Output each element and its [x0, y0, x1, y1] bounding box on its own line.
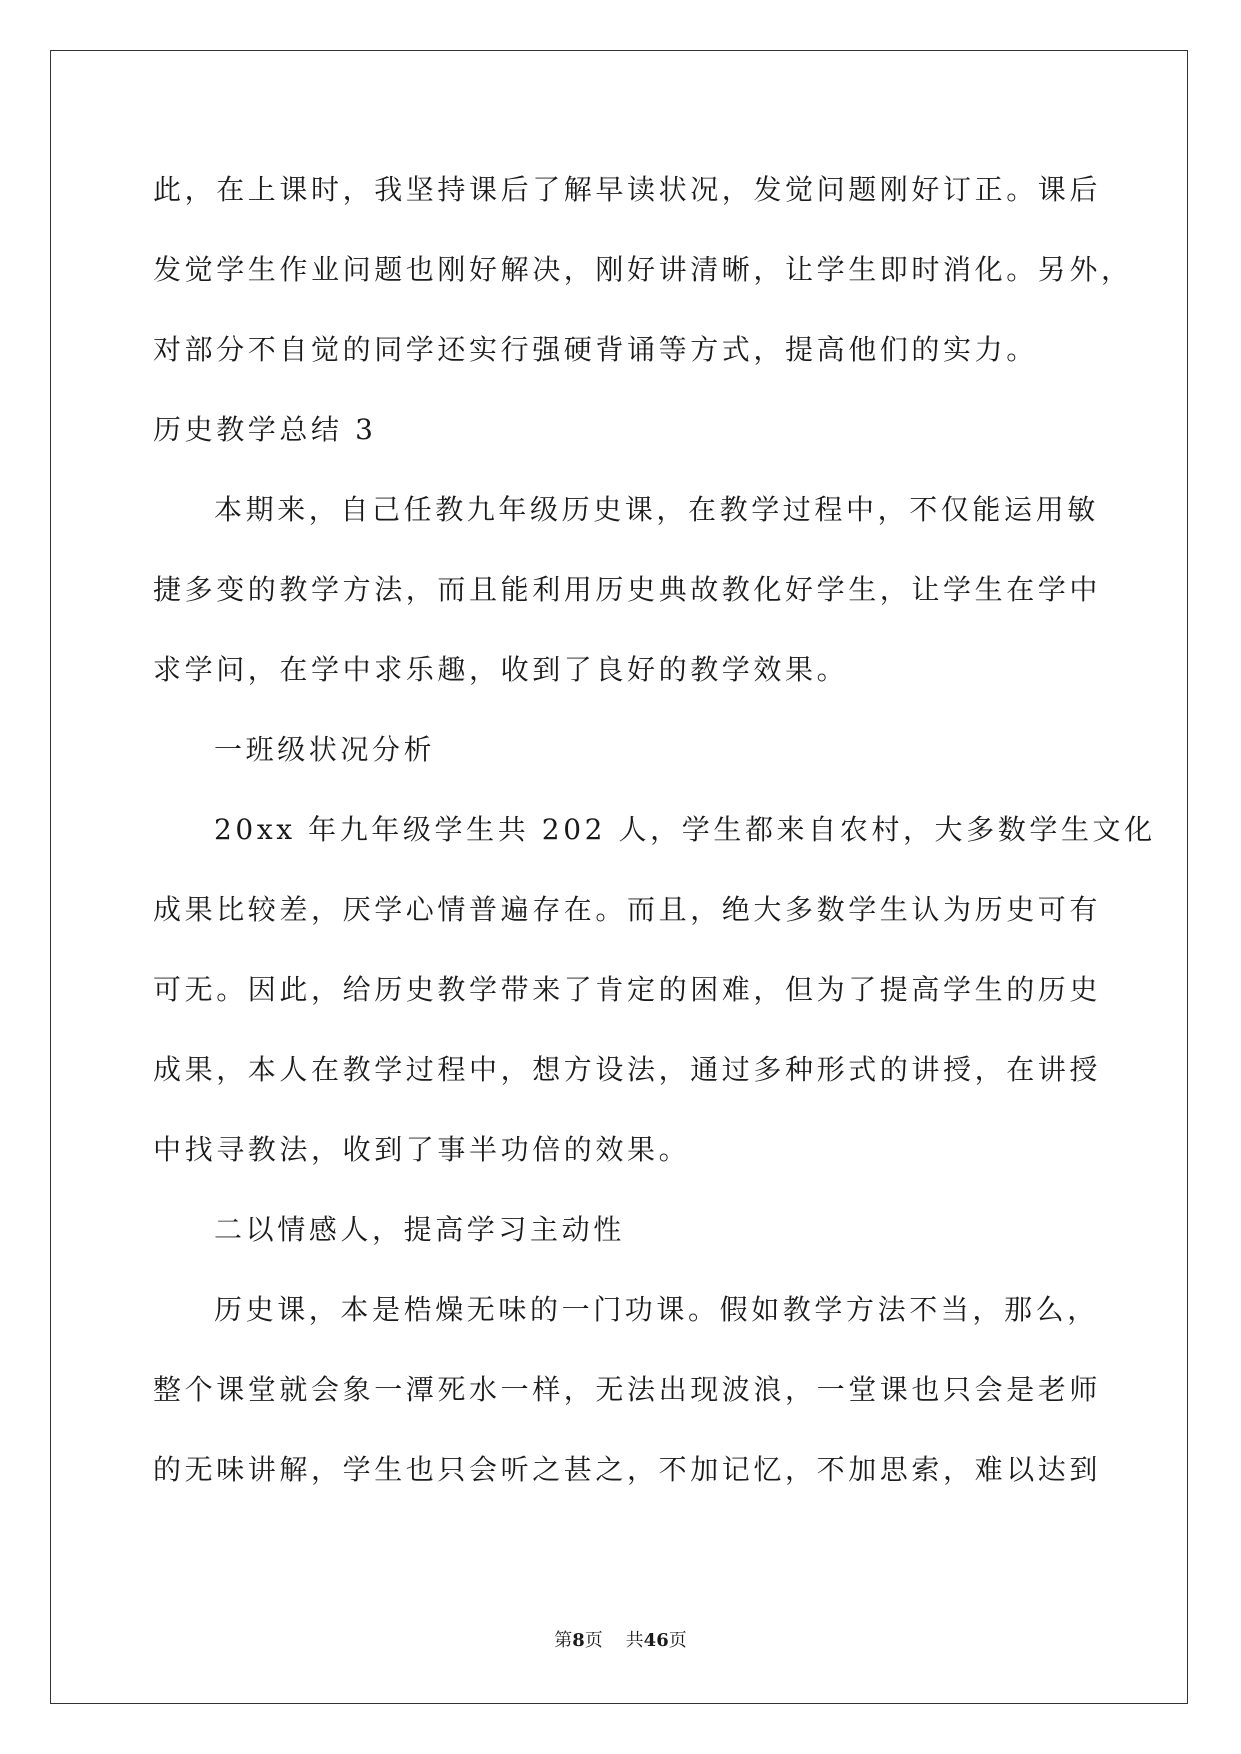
body-line: 成果比较差，厌学心情普遍存在。而且，绝大多数学生认为历史可有 [153, 893, 1102, 926]
body-line: 可无。因此，给历史教学带来了肯定的困难，但为了提高学生的历史 [153, 973, 1102, 1006]
body-line: 整个课堂就会象一潭死水一样，无法出现波浪，一堂课也只会是老师 [153, 1373, 1102, 1406]
footer-total-suffix: 页 [668, 1630, 687, 1651]
page-number: 8 [572, 1630, 585, 1651]
body-line: 此，在上课时，我坚持课后了解早读状况，发觉问题刚好订正。课后 [153, 173, 1102, 206]
body-line: 捷多变的教学方法，而且能利用历史典故教化好学生，让学生在学中 [153, 573, 1102, 606]
body-line: 求学问，在学中求乐趣，收到了良好的教学效果。 [153, 653, 849, 686]
total-pages: 46 [643, 1630, 669, 1651]
section-title: 历史教学总结 3 [153, 413, 377, 446]
body-line: 历史课，本是梏燥无味的一门功课。假如教学方法不当，那么， [214, 1293, 1099, 1326]
body-line: 中找寻教法，收到了事半功倍的效果。 [153, 1133, 691, 1166]
body-line: 成果，本人在教学过程中，想方设法，通过多种形式的讲授，在讲授 [153, 1053, 1102, 1086]
page-footer [0, 1629, 1241, 1653]
footer-prefix: 第 [554, 1630, 573, 1651]
body-line: 20xx 年九年级学生共 202 人，学生都来自农村，大多数学生文化 [214, 813, 1156, 846]
subheading: 二以情感人，提高学习主动性 [214, 1213, 625, 1246]
footer-page-suffix: 页 [584, 1630, 603, 1651]
subheading: 一班级状况分析 [214, 733, 436, 766]
body-line: 的无味讲解，学生也只会听之甚之，不加记忆，不加思索，难以达到 [153, 1453, 1102, 1486]
body-line: 对部分不自觉的同学还实行强硬背诵等方式，提高他们的实力。 [153, 333, 1038, 366]
body-line: 本期来，自己任教九年级历史课，在教学过程中，不仅能运用敏 [214, 493, 1099, 526]
footer-total-prefix: 共 [625, 1630, 644, 1651]
body-line: 发觉学生作业问题也刚好解决，刚好讲清晰，让学生即时消化。另外， [153, 253, 1133, 286]
